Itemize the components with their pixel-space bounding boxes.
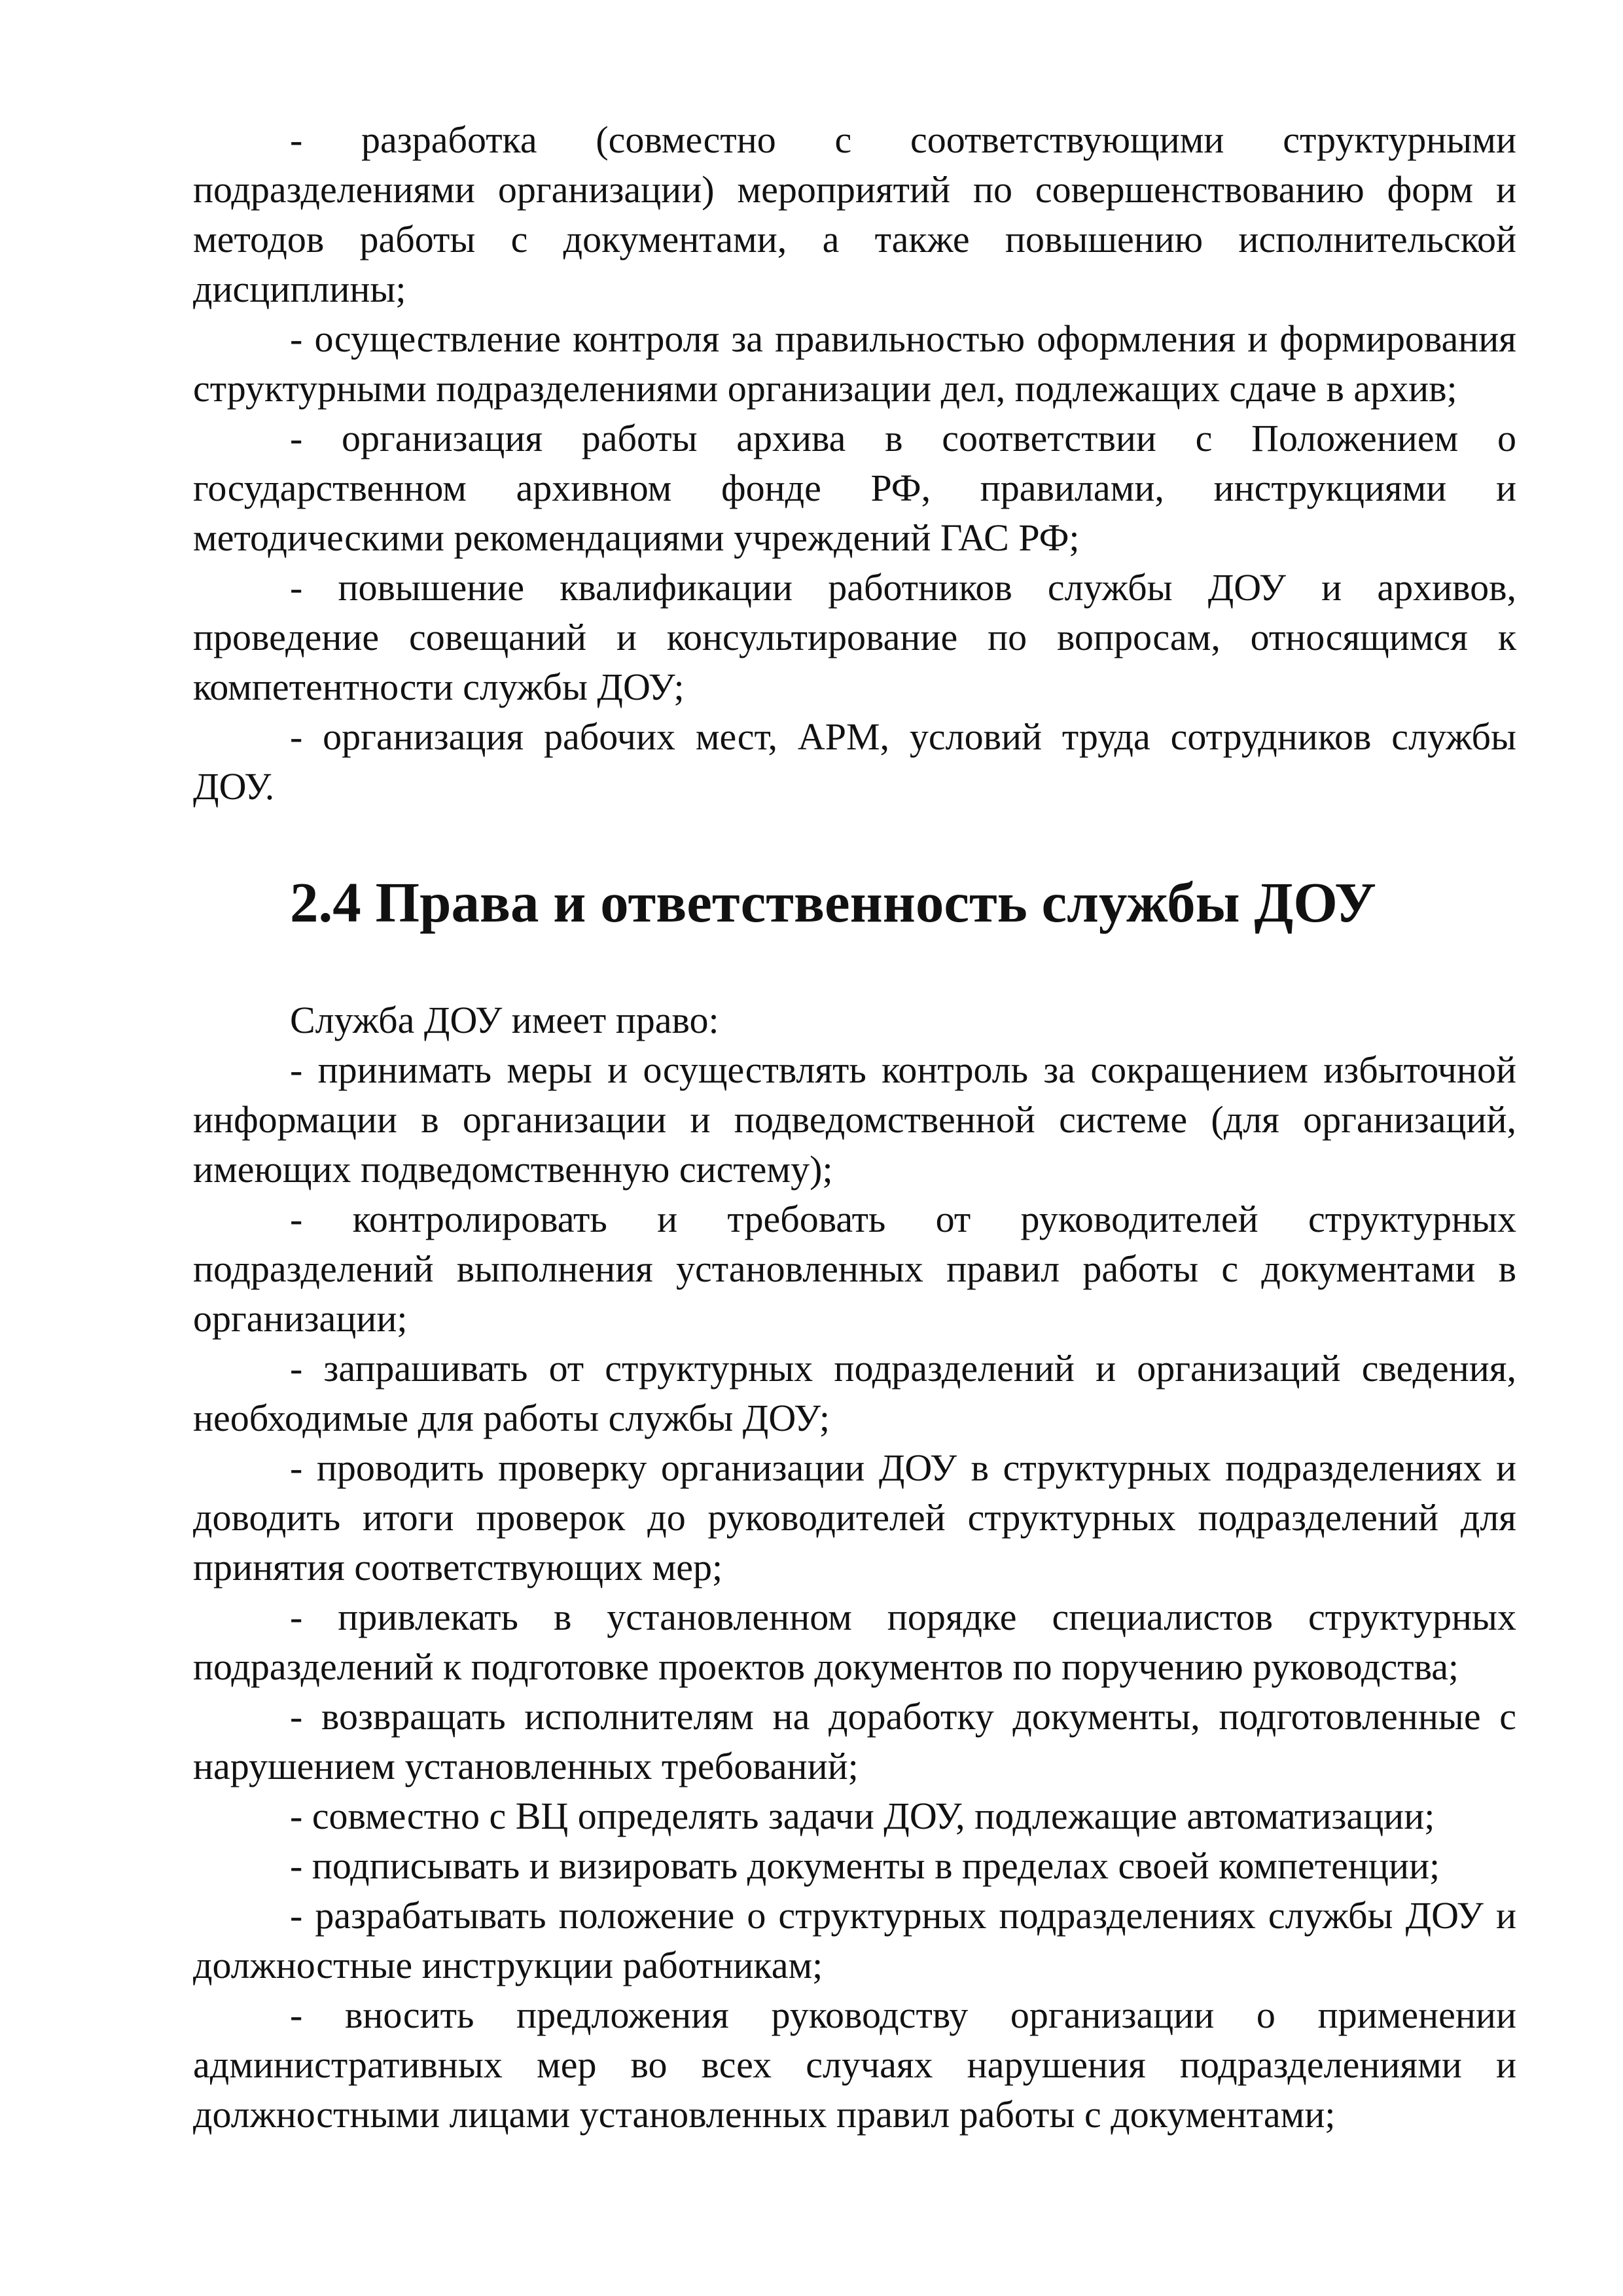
- list-item: - принимать меры и осуществлять контроль за сокращением избыточной информации в организации и подведомственной системе (для организаций, имеющих подведомственную систему);: [193, 1049, 1516, 1191]
- list-item: - повышение квалификации работников службы ДОУ и архивов, проведение совещаний и консультирование по вопросам, относящимся к компетентности службы ДОУ;: [193, 566, 1516, 708]
- list-item: - вносить предложения руководству организации о применении административных мер во всех случаях нарушения подразделениями и должностными лицами установленных правил работы с документами;: [193, 1994, 1516, 2136]
- list-item: - совместно с ВЦ определять задачи ДОУ, подлежащие автоматизации;: [290, 1795, 1435, 1837]
- list-item: - разрабатывать положение о структурных подразделениях службы ДОУ и должностные инструкции работникам;: [193, 1894, 1516, 1986]
- list-item: - организация работы архива в соответствии с Положением о государственном архивном фонде РФ, правилами, инструкциями и методическими рекомендациями учреждений ГАС РФ;: [193, 417, 1516, 559]
- list-item: - возвращать исполнителям на доработку документы, подготовленные с нарушением установленных требований;: [193, 1695, 1516, 1787]
- list-item: - контролировать и требовать от руководителей структурных подразделений выполнения установленных правил работы с документами в организации;: [193, 1198, 1516, 1340]
- list-item: - осуществление контроля за правильностью оформления и формирования структурными подразделениями организации дел, подлежащих сдаче в архив;: [193, 317, 1516, 410]
- section-intro: Служба ДОУ имеет право:: [290, 999, 719, 1041]
- list-item: - проводить проверку организации ДОУ в структурных подразделениях и доводить итоги проверок до руководителей структурных подразделений для принятия соответствующих мер;: [193, 1446, 1516, 1588]
- list-item: - организация рабочих мест, АРМ, условий труда сотрудников службы ДОУ.: [193, 715, 1516, 808]
- document-page: [193, 115, 1516, 2140]
- duties-list: [193, 115, 1516, 812]
- list-item: - подписывать и визировать документы в пределах своей компетенции;: [290, 1844, 1440, 1887]
- list-item: - привлекать в установленном порядке специалистов структурных подразделений к подготовке проектов документов по поручению руководства;: [193, 1596, 1516, 1688]
- list-item: - разработка (совместно с соответствующими структурными подразделениями организации) мероприятий по совершенствованию форм и методов работы с документами, а также повышению исполнительской дисциплины;: [193, 118, 1516, 310]
- list-item: - запрашивать от структурных подразделений и организаций сведения, необходимые для работы службы ДОУ;: [193, 1347, 1516, 1439]
- section-heading: 2.4 Права и ответственность службы ДОУ: [290, 870, 1376, 934]
- rights-list: [193, 1045, 1516, 2140]
